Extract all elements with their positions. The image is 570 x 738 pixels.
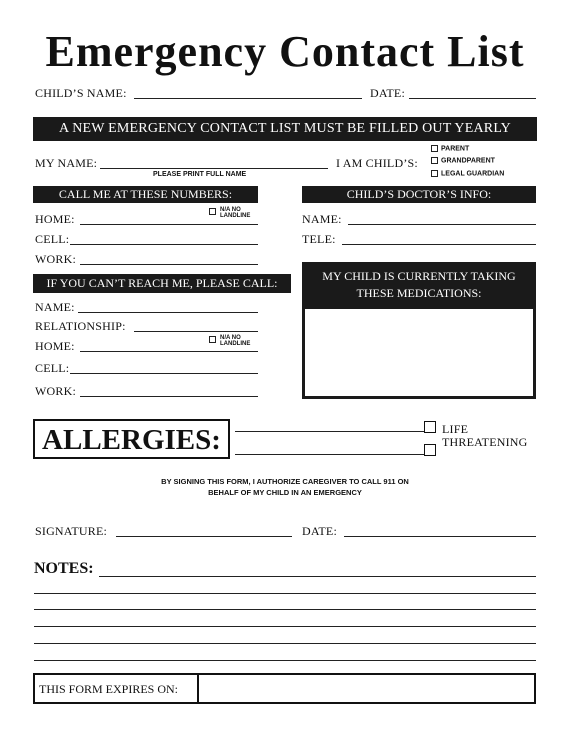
expires-label: THIS FORM EXPIRES ON:: [39, 682, 179, 696]
call-me-cell-field[interactable]: [70, 244, 258, 245]
alternate-work-field[interactable]: [80, 396, 258, 397]
doctor-heading: CHILD’S DOCTOR’S INFO:: [302, 186, 536, 203]
my-name-label: MY NAME:: [35, 156, 98, 170]
alternate-name-label: NAME:: [35, 300, 75, 314]
call-me-home-label: HOME:: [35, 212, 75, 226]
authorization-line-1: BY SIGNING THIS FORM, I AUTHORIZE CAREGIVER TO CALL 911 ON: [161, 477, 409, 486]
alternate-no-landline-label-2: LANDLINE: [220, 341, 251, 347]
alternate-relationship-label: RELATIONSHIP:: [35, 319, 126, 333]
signature-field[interactable]: [116, 536, 292, 537]
my-name-field[interactable]: [100, 168, 328, 169]
grandparent-label: GRANDPARENT: [441, 157, 495, 165]
expires-divider: [197, 675, 199, 702]
relation-option-grandparent[interactable]: [431, 157, 495, 164]
call-me-no-landline-label-2: LANDLINE: [220, 213, 251, 219]
call-me-no-landline-label-1: N/A NO: [220, 207, 241, 213]
notes-line-3[interactable]: [34, 609, 536, 610]
allergies-heading-box: [33, 419, 230, 459]
medications-box: [302, 262, 536, 399]
medications-field[interactable]: [305, 309, 533, 396]
alternate-no-landline-label-1: N/A NO: [220, 335, 241, 341]
signature-label: SIGNATURE:: [35, 524, 108, 538]
childs-name-label: CHILD’S NAME:: [35, 86, 127, 100]
allergies-field-1[interactable]: [235, 431, 424, 432]
alternate-no-landline-checkbox[interactable]: [209, 336, 216, 343]
life-label: LIFE: [442, 422, 469, 436]
childs-name-field[interactable]: [134, 98, 362, 99]
expires-box: [33, 673, 536, 704]
signature-date-label: DATE:: [302, 524, 337, 538]
header-date-label: DATE:: [370, 86, 405, 100]
call-me-work-field[interactable]: [80, 264, 258, 265]
notes-line-4[interactable]: [34, 626, 536, 627]
expires-field[interactable]: [201, 677, 530, 700]
alternate-name-field[interactable]: [78, 312, 258, 313]
notes-line-5[interactable]: [34, 643, 536, 644]
doctor-name-field[interactable]: [348, 224, 536, 225]
doctor-name-label: NAME:: [302, 212, 342, 226]
alternate-home-label: HOME:: [35, 339, 75, 353]
legal-guardian-checkbox[interactable]: [431, 170, 438, 177]
alternate-relationship-field[interactable]: [134, 331, 258, 332]
parent-label: PARENT: [441, 145, 470, 153]
call-me-work-label: WORK:: [35, 252, 76, 266]
medications-heading-line-1: MY CHILD IS CURRENTLY TAKING: [322, 269, 516, 283]
page-title: Emergency Contact List: [45, 27, 525, 76]
call-me-no-landline-checkbox[interactable]: [209, 208, 216, 215]
call-me-heading: CALL ME AT THESE NUMBERS:: [33, 186, 258, 203]
alternate-contact-heading: IF YOU CAN’T REACH ME, PLEASE CALL:: [33, 274, 291, 293]
allergies-heading: ALLERGIES:: [42, 424, 221, 456]
alternate-home-field[interactable]: [80, 351, 258, 352]
yearly-banner: A NEW EMERGENCY CONTACT LIST MUST BE FILLED OUT YEARLY: [33, 117, 537, 141]
authorization-line-2: BEHALF OF MY CHILD IN AN EMERGENCY: [208, 488, 362, 497]
medications-heading-line-2: THESE MEDICATIONS:: [356, 286, 482, 300]
alternate-cell-label: CELL:: [35, 361, 70, 375]
notes-label: NOTES:: [34, 560, 94, 577]
print-full-name-hint: PLEASE PRINT FULL NAME: [153, 171, 247, 178]
header-date-field[interactable]: [409, 98, 536, 99]
doctor-tele-label: TELE:: [302, 232, 336, 246]
allergies-field-2[interactable]: [235, 454, 424, 455]
alternate-work-label: WORK:: [35, 384, 76, 398]
notes-line-2[interactable]: [34, 593, 536, 594]
grandparent-checkbox[interactable]: [431, 157, 438, 164]
notes-line-1[interactable]: [99, 576, 536, 577]
life-threatening-checkbox-2[interactable]: [424, 444, 436, 456]
doctor-tele-field[interactable]: [342, 244, 536, 245]
call-me-cell-label: CELL:: [35, 232, 70, 246]
life-threatening-checkbox-1[interactable]: [424, 421, 436, 433]
i-am-childs-label: I AM CHILD’S:: [336, 156, 418, 170]
relation-option-parent[interactable]: [431, 145, 469, 152]
threatening-label: THREATENING: [442, 435, 528, 449]
call-me-home-field[interactable]: [80, 224, 258, 225]
notes-line-6[interactable]: [34, 660, 536, 661]
relation-option-legal-guardian[interactable]: [431, 170, 504, 177]
parent-checkbox[interactable]: [431, 145, 438, 152]
alternate-cell-field[interactable]: [70, 373, 258, 374]
legal-guardian-label: LEGAL GUARDIAN: [441, 170, 505, 178]
signature-date-field[interactable]: [344, 536, 536, 537]
